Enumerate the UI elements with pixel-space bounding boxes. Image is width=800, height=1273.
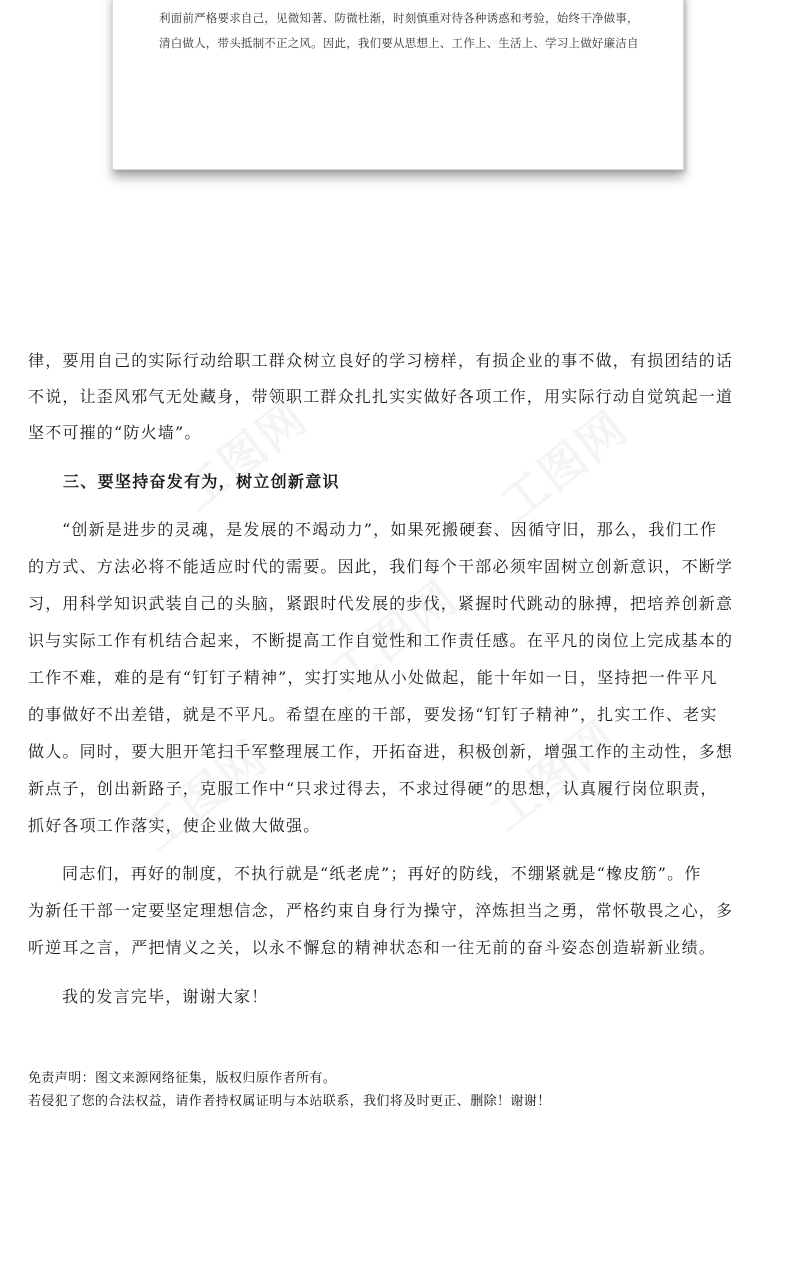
preview-line: 利面前严格要求自己，见微知著、防微杜渐，时刻慎重对待各种诱惑和考验，始终干净做事， <box>159 11 639 25</box>
preview-line: 清白做人，带头抵制不正之风。因此，我们要从思想上、工作上、生活上、学习上做好廉洁自 <box>159 36 639 50</box>
text-line: 识与实际工作有机结合起来，不断提高工作自觉性和工作责任感。在平凡的岗位上完成基本的 <box>28 631 734 650</box>
text-line: 做人。同时，要大胆开笔扫千军整理展工作，开拓奋进，积极创新，增强工作的主动性，多想 <box>28 742 734 761</box>
section-heading: 三、要坚持奋发有为，树立创新意识 <box>63 472 340 491</box>
text-line: 坚不可摧的“防火墙”。 <box>28 423 202 442</box>
text-line: “创新是进步的灵魂，是发展的不竭动力”，如果死搬硬套、因循守旧，那么，我们工作 <box>62 520 718 539</box>
text-line: 习，用科学知识武装自己的头脑，紧跟时代发展的步伐，紧握时代跳动的脉搏，把培养创新意 <box>28 594 734 613</box>
disclaimer-line: 若侵犯了您的合法权益，请作者持权属证明与本站联系，我们将及时更正、删除！谢谢！ <box>28 1094 551 1109</box>
text-line: 律，要用自己的实际行动给职工群众树立良好的学习榜样，有损企业的事不做，有损团结的话 <box>28 351 734 370</box>
text-line: 抓好各项工作落实，使企业做大做强。 <box>28 816 321 835</box>
text-line: 听逆耳之言，严把情义之关，以永不懈怠的精神状态和一往无前的奋斗姿态创造崭新业绩。 <box>28 938 717 957</box>
watermark <box>485 393 639 534</box>
text-line: 为新任干部一定要坚定理想信念，严格约束自身行为操守，淬炼担当之勇，常怀敬畏之心，多 <box>28 901 734 920</box>
text-line: 不说，让歪风邪气无处藏身，带领职工群众扎扎实实做好各项工作，用实际行动自觉筑起一道 <box>28 387 734 406</box>
text-line: 同志们，再好的制度，不执行就是“纸老虎”；再好的防线，不绷紧就是“橡皮筋”。作 <box>62 864 702 883</box>
closing-remark: 我的发言完毕，谢谢大家！ <box>62 987 269 1006</box>
preview-page-card <box>112 0 684 170</box>
text-line: 工作不难，难的是有“钉钉子精神”，实打实地从小处做起，能十年如一日，坚持把一件平凡 <box>28 668 718 687</box>
disclaimer-line: 免责声明：图文来源网络征集，版权归原作者所有。 <box>28 1071 337 1086</box>
text-line: 的方式、方法必将不能适应时代的需要。因此，我们每个干部必须牢固树立创新意识，不断学 <box>28 557 734 576</box>
text-line: 的事做好不出差错，就是不平凡。希望在座的干部，要发扬“钉钉子精神”，扎实工作、老实 <box>28 705 718 724</box>
text-line: 新点子，创出新路子，克服工作中“只求过得去，不求过得硬”的思想，认真履行岗位职责， <box>28 779 718 798</box>
